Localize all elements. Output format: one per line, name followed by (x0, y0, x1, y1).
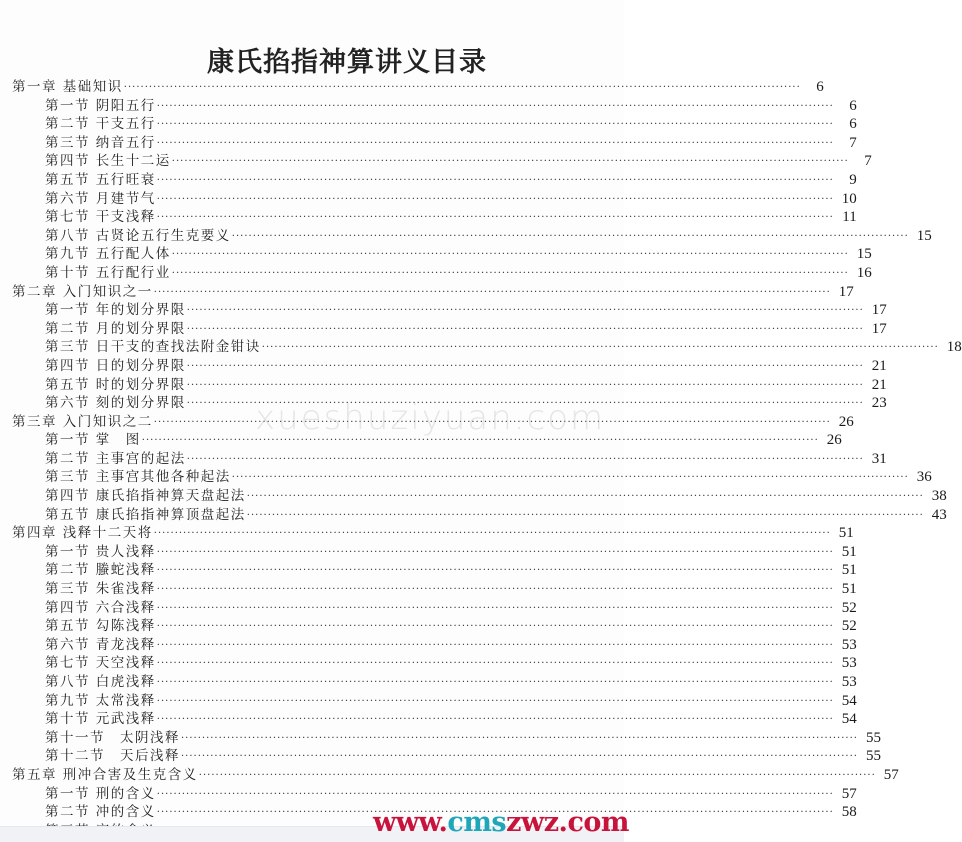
dot-leader (172, 153, 849, 172)
dot-leader (172, 265, 849, 284)
entry-title: 第一节 年的划分界限 (45, 302, 186, 319)
toc-section-entry[interactable] (0, 692, 857, 711)
entry-title: 第二节 冲的含义 (45, 804, 156, 821)
dot-leader (181, 748, 858, 767)
dot-leader (181, 730, 858, 749)
entry-title: 第四章 浅释十二天将 (12, 525, 153, 542)
toc-section-entry[interactable] (0, 301, 887, 320)
page-number: 9 (849, 171, 857, 188)
toc-section-entry[interactable] (0, 543, 857, 562)
toc-section-entry[interactable] (0, 115, 857, 134)
toc-section-entry[interactable] (0, 506, 947, 525)
page-number: 43 (931, 506, 947, 523)
page-number: 38 (931, 488, 947, 505)
toc-section-entry[interactable] (0, 785, 857, 804)
page-number: 26 (826, 432, 842, 449)
page-number: 21 (871, 357, 887, 374)
entry-title: 第六节 刻的划分界限 (45, 395, 186, 412)
dot-leader (187, 395, 864, 414)
page-number: 6 (816, 79, 824, 95)
page-number: 17 (838, 283, 854, 300)
toc-section-entry[interactable] (0, 134, 857, 153)
toc-chapter-entry[interactable] (0, 766, 899, 785)
toc-section-entry[interactable] (0, 431, 842, 450)
page-number: 51 (841, 562, 857, 579)
dot-leader (157, 116, 834, 135)
page-number: 15 (916, 227, 932, 244)
entry-title: 第五节 时的划分界限 (45, 376, 186, 393)
entry-title: 第五节 康氏掐指神算顶盘起法 (45, 506, 246, 523)
dot-leader (154, 414, 831, 433)
dot-leader (157, 618, 834, 637)
toc-section-entry[interactable] (0, 654, 857, 673)
dot-leader (262, 339, 939, 358)
dot-leader (154, 284, 831, 303)
page-number: 53 (841, 674, 857, 690)
entry-title: 第三章 入门知识之二 (12, 413, 153, 430)
entry-title: 第九节 五行配人体 (45, 246, 171, 263)
page-number: 17 (871, 302, 887, 319)
page-number: 55 (865, 729, 881, 746)
toc-section-entry[interactable] (0, 710, 857, 729)
dot-leader (157, 674, 834, 693)
page-number: 51 (838, 525, 854, 542)
dot-leader (247, 488, 924, 507)
dot-leader (247, 507, 924, 526)
entry-title: 第二节 主事宫的起法 (45, 450, 186, 467)
entry-title: 第一节 掌 图 (45, 432, 141, 449)
bottom-bar (0, 826, 624, 842)
page-number: 52 (841, 599, 857, 616)
dot-leader (232, 228, 909, 247)
entry-title: 第二节 月的划分界限 (45, 320, 186, 337)
watermark-part-domain: zwz.com (506, 807, 629, 838)
entry-title: 第五节 五行旺衰 (45, 171, 156, 188)
entry-title: 第七节 干支浅释 (45, 209, 156, 226)
dot-leader (157, 655, 834, 674)
page-number: 17 (871, 320, 887, 337)
entry-title: 第三节 主事宫其他各种起法 (45, 469, 231, 486)
watermark-part-cms: cms (447, 807, 507, 838)
page-number: 6 (849, 116, 857, 133)
toc-chapter-entry[interactable] (0, 413, 854, 432)
toc-section-entry[interactable] (0, 394, 887, 413)
page-title: 康氏掐指神算讲义目录 (207, 47, 487, 78)
entry-title: 第三节 纳音五行 (45, 134, 156, 151)
page-number: 58 (841, 804, 857, 821)
toc-chapter-entry[interactable] (0, 78, 824, 97)
toc-section-entry[interactable] (0, 729, 881, 748)
page-number: 51 (841, 581, 857, 598)
dot-leader (142, 432, 819, 451)
page-number: 26 (838, 413, 854, 430)
page-number: 18 (946, 339, 962, 356)
dot-leader (199, 767, 876, 786)
toc-chapter-entry[interactable] (0, 524, 854, 543)
entry-title: 第四节 六合浅释 (45, 599, 156, 616)
entry-title: 第四节 日的划分界限 (45, 357, 186, 374)
page-number: 7 (849, 134, 857, 151)
entry-title: 第十一节 太阴浅释 (45, 729, 180, 746)
page-number: 57 (883, 766, 899, 783)
entry-title: 第三节 朱雀浅释 (45, 581, 156, 598)
entry-title: 第一章 基础知识 (12, 79, 123, 95)
toc-section-entry[interactable] (0, 320, 887, 339)
entry-title: 第一节 阴阳五行 (45, 97, 156, 114)
toc-section-entry[interactable] (0, 171, 857, 190)
dot-leader (187, 377, 864, 396)
entry-title: 第十节 五行配行业 (45, 264, 171, 281)
entry-title: 第一节 刑的含义 (45, 785, 156, 802)
page-number: 6 (849, 97, 857, 114)
toc-section-entry[interactable] (0, 338, 962, 357)
dot-leader (157, 600, 834, 619)
dot-leader (157, 711, 834, 730)
dot-leader (157, 209, 834, 228)
entry-title: 第六节 青龙浅释 (45, 636, 156, 653)
entry-title: 第十节 元武浅释 (45, 711, 156, 728)
page-number: 11 (842, 209, 857, 226)
entry-title: 第一节 贵人浅释 (45, 543, 156, 560)
entry-title: 第四节 康氏掐指神算天盘起法 (45, 488, 246, 505)
entry-title: 第四节 长生十二运 (45, 153, 171, 170)
entry-title: 第五章 刑冲合害及生克含义 (12, 766, 198, 783)
toc-section-entry[interactable] (0, 264, 872, 283)
dot-leader (187, 451, 864, 470)
toc-section-entry[interactable] (0, 376, 887, 395)
dot-leader (157, 135, 834, 154)
page-number: 21 (871, 376, 887, 393)
entry-title: 第九节 太常浅释 (45, 692, 156, 709)
watermark-text: xueshuziyuan.com (255, 398, 606, 438)
toc-section-entry[interactable] (0, 97, 857, 116)
toc-chapter-entry[interactable] (0, 283, 854, 302)
toc-section-entry[interactable] (0, 747, 881, 766)
toc-section-entry[interactable] (0, 190, 857, 209)
entry-title: 第八节 白虎浅释 (45, 674, 156, 690)
dot-leader (157, 581, 834, 600)
watermark-part-www: www. (373, 807, 448, 838)
toc-section-entry[interactable] (0, 487, 947, 506)
entry-title: 第二节 螣蛇浅释 (45, 562, 156, 579)
page-number: 16 (856, 264, 872, 281)
dot-leader (187, 358, 864, 377)
page-number: 31 (871, 450, 887, 467)
page-number: 54 (841, 692, 857, 709)
page-number: 10 (841, 190, 857, 207)
dot-leader (154, 525, 831, 544)
dot-leader (157, 191, 834, 210)
entry-title: 第二章 入门知识之一 (12, 283, 153, 300)
toc-section-entry[interactable] (0, 636, 857, 655)
page-number: 57 (841, 785, 857, 802)
dot-leader (124, 79, 801, 98)
toc-section-entry[interactable] (0, 152, 872, 171)
entry-title: 第三节 日干支的查找法附金钳诀 (45, 339, 261, 356)
entry-title: 第七节 天空浅释 (45, 655, 156, 672)
dot-leader (157, 804, 834, 823)
page-number: 15 (856, 246, 872, 263)
entry-title: 第十二节 天后浅释 (45, 748, 180, 765)
toc-section-entry[interactable] (0, 227, 932, 246)
entry-title: 第八节 古贤论五行生克要义 (45, 227, 231, 244)
page-number: 23 (871, 395, 887, 412)
toc-section-entry[interactable] (0, 561, 857, 580)
toc-section-entry[interactable] (0, 617, 857, 636)
table-of-contents (0, 78, 962, 840)
toc-section-entry[interactable] (0, 599, 857, 618)
entry-title: 第五节 勾陈浅释 (45, 618, 156, 635)
page-number: 52 (841, 618, 857, 635)
page-number: 53 (841, 655, 857, 672)
toc-section-entry[interactable] (0, 357, 887, 376)
page-number: 53 (841, 636, 857, 653)
page-number: 54 (841, 711, 857, 728)
page-number: 36 (916, 469, 932, 486)
page-number: 55 (865, 748, 881, 765)
toc-section-entry[interactable] (0, 245, 872, 264)
dot-leader (232, 469, 909, 488)
page-number: 7 (864, 153, 872, 170)
toc-section-entry[interactable] (0, 208, 857, 227)
dot-leader (187, 321, 864, 340)
dot-leader (187, 302, 864, 321)
toc-section-entry[interactable] (0, 580, 857, 599)
dot-leader (157, 98, 834, 117)
dot-leader (157, 786, 834, 805)
toc-section-entry[interactable] (0, 468, 932, 487)
dot-leader (157, 562, 834, 581)
entry-title: 第二节 干支五行 (45, 116, 156, 133)
dot-leader (172, 246, 849, 265)
dot-leader (157, 693, 834, 712)
toc-section-entry[interactable] (0, 803, 857, 822)
dot-leader (157, 172, 834, 191)
entry-title: 第六节 月建节气 (45, 190, 156, 207)
page-number: 51 (841, 543, 857, 560)
dot-leader (157, 544, 834, 563)
toc-section-entry[interactable] (0, 673, 857, 692)
dot-leader (157, 637, 834, 656)
toc-section-entry[interactable] (0, 450, 887, 469)
